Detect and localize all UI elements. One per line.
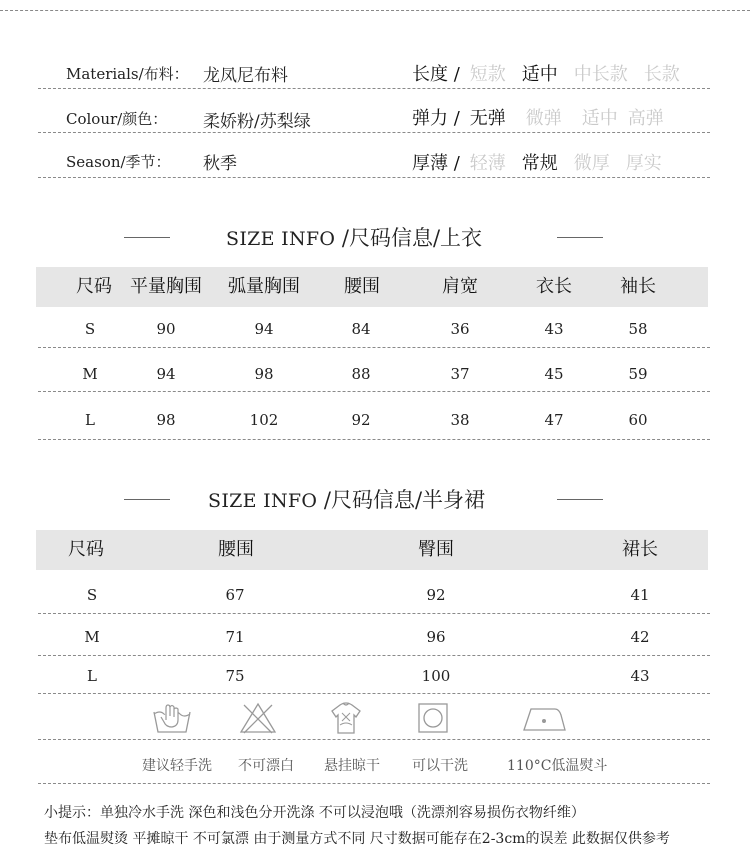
skirt-cell: 67 xyxy=(225,586,245,604)
stretch-option: 微弹 xyxy=(525,108,562,129)
skirt-cell: L xyxy=(87,667,97,685)
row-divider xyxy=(38,613,710,614)
attr-divider xyxy=(38,88,710,89)
thickness-options xyxy=(412,149,662,175)
title-rule-right xyxy=(557,237,603,238)
skirt-header-cell: 臀围 xyxy=(418,539,454,560)
care-divider xyxy=(38,783,710,784)
stretch-label: 弹力 / xyxy=(412,108,460,129)
top-cell: 102 xyxy=(249,411,279,429)
length-option: 长款 xyxy=(643,64,680,85)
top-section-title xyxy=(226,222,482,252)
top-cell: 47 xyxy=(544,411,564,429)
length-option: 中长款 xyxy=(573,64,628,85)
skirt-cell: M xyxy=(84,628,100,646)
hang-dry-icon xyxy=(326,699,366,737)
materials-label: Materials/布料： xyxy=(66,65,189,83)
top-cell: L xyxy=(85,411,95,429)
row-divider xyxy=(38,693,710,694)
top-header-cell: 肩宽 xyxy=(442,276,478,297)
thickness-option: 常规 xyxy=(521,153,558,174)
thickness-option: 轻薄 xyxy=(469,153,506,174)
top-cell: 94 xyxy=(156,365,176,383)
thickness-option: 微厚 xyxy=(573,153,610,174)
skirt-cell: 41 xyxy=(630,586,650,604)
row-divider xyxy=(38,347,710,348)
dry-clean-icon xyxy=(417,702,449,734)
skirt-header-cell: 腰围 xyxy=(218,539,254,560)
top-cell: 84 xyxy=(351,320,371,338)
top-cell: 92 xyxy=(351,411,371,429)
top-cell: 43 xyxy=(544,320,564,338)
top-cell: 36 xyxy=(450,320,470,338)
season-label: Season/季节： xyxy=(66,153,171,171)
top-divider xyxy=(0,10,750,11)
care-label: 建议轻手洗 xyxy=(142,758,212,774)
top-title-cn: /尺码信息/上衣 xyxy=(335,226,483,250)
care-label: 可以干洗 xyxy=(412,758,468,774)
skirt-header-cell: 尺码 xyxy=(68,539,104,560)
title-rule-left xyxy=(124,237,170,238)
low-iron-icon xyxy=(521,703,567,733)
attr-divider xyxy=(38,132,710,133)
skirt-title-cn: /尺码信息/半身裙 xyxy=(317,488,486,512)
season-value: 秋季 xyxy=(203,154,237,174)
skirt-table-header xyxy=(36,530,708,570)
row-divider xyxy=(38,655,710,656)
title-rule-right xyxy=(557,499,603,500)
skirt-cell: 96 xyxy=(426,628,446,646)
top-cell: 59 xyxy=(628,365,648,383)
attr-divider xyxy=(38,177,710,178)
top-cell: 60 xyxy=(628,411,648,429)
skirt-cell: S xyxy=(86,586,98,604)
top-header-cell: 衣长 xyxy=(536,276,572,297)
top-header-cell: 腰围 xyxy=(344,276,380,297)
materials-value: 龙凤尼布料 xyxy=(203,66,288,86)
thickness-label: 厚薄 / xyxy=(412,153,460,174)
top-header-cell: 平量胸围 xyxy=(130,276,202,297)
title-rule-left xyxy=(124,499,170,500)
care-divider xyxy=(38,739,710,740)
tip-line-1: 小提示：单独冷水手洗 深色和浅色分开洗涤 不可以浸泡哦（洗漂剂容易损伤衣物纤维） xyxy=(44,805,585,821)
stretch-option: 无弹 xyxy=(469,108,506,129)
top-cell: 38 xyxy=(450,411,470,429)
top-cell: 98 xyxy=(254,365,274,383)
top-cell: 58 xyxy=(628,320,648,338)
top-cell: S xyxy=(84,320,96,338)
length-label: 长度 / xyxy=(412,64,460,85)
skirt-header-cell: 裙长 xyxy=(622,539,658,560)
top-cell: 37 xyxy=(450,365,470,383)
stretch-options xyxy=(412,104,664,130)
care-label: 悬挂晾干 xyxy=(324,758,380,774)
top-table-header xyxy=(36,267,708,307)
stretch-option: 适中 xyxy=(581,108,618,129)
colour-value: 柔娇粉/苏梨绿 xyxy=(203,112,311,132)
top-cell: 94 xyxy=(254,320,274,338)
hand-wash-icon xyxy=(150,700,194,736)
row-divider xyxy=(38,391,710,392)
length-option: 短款 xyxy=(469,64,506,85)
top-cell: 98 xyxy=(156,411,176,429)
skirt-cell: 92 xyxy=(426,586,446,604)
skirt-title-en: SIZE INFO xyxy=(208,490,318,512)
top-cell: 88 xyxy=(351,365,371,383)
tip-line-2: 垫布低温熨烫 平摊晾干 不可氯漂 由于测量方式不同 尺寸数据可能存在2-3cm的误差 此数据仅供参考 xyxy=(44,831,670,847)
top-header-cell: 弧量胸围 xyxy=(228,276,300,297)
colour-label: Colour/颜色： xyxy=(66,110,168,128)
skirt-cell: 43 xyxy=(630,667,650,685)
care-label: 不可漂白 xyxy=(238,758,294,774)
skirt-section-title xyxy=(208,484,485,514)
stretch-option: 高弹 xyxy=(627,108,664,129)
thickness-option: 厚实 xyxy=(625,153,662,174)
top-cell: M xyxy=(82,365,98,383)
top-cell: 45 xyxy=(544,365,564,383)
skirt-cell: 71 xyxy=(225,628,245,646)
skirt-cell: 75 xyxy=(225,667,245,685)
skirt-cell: 100 xyxy=(421,667,451,685)
length-option: 适中 xyxy=(521,64,558,85)
top-title-en: SIZE INFO xyxy=(226,228,336,250)
care-label: 110°C低温熨斗 xyxy=(507,758,608,774)
row-divider xyxy=(38,439,710,440)
top-cell: 90 xyxy=(156,320,176,338)
top-header-cell: 尺码 xyxy=(76,276,112,297)
no-bleach-icon xyxy=(238,701,278,735)
length-options xyxy=(412,60,680,86)
top-header-cell: 袖长 xyxy=(620,276,656,297)
skirt-cell: 42 xyxy=(630,628,650,646)
